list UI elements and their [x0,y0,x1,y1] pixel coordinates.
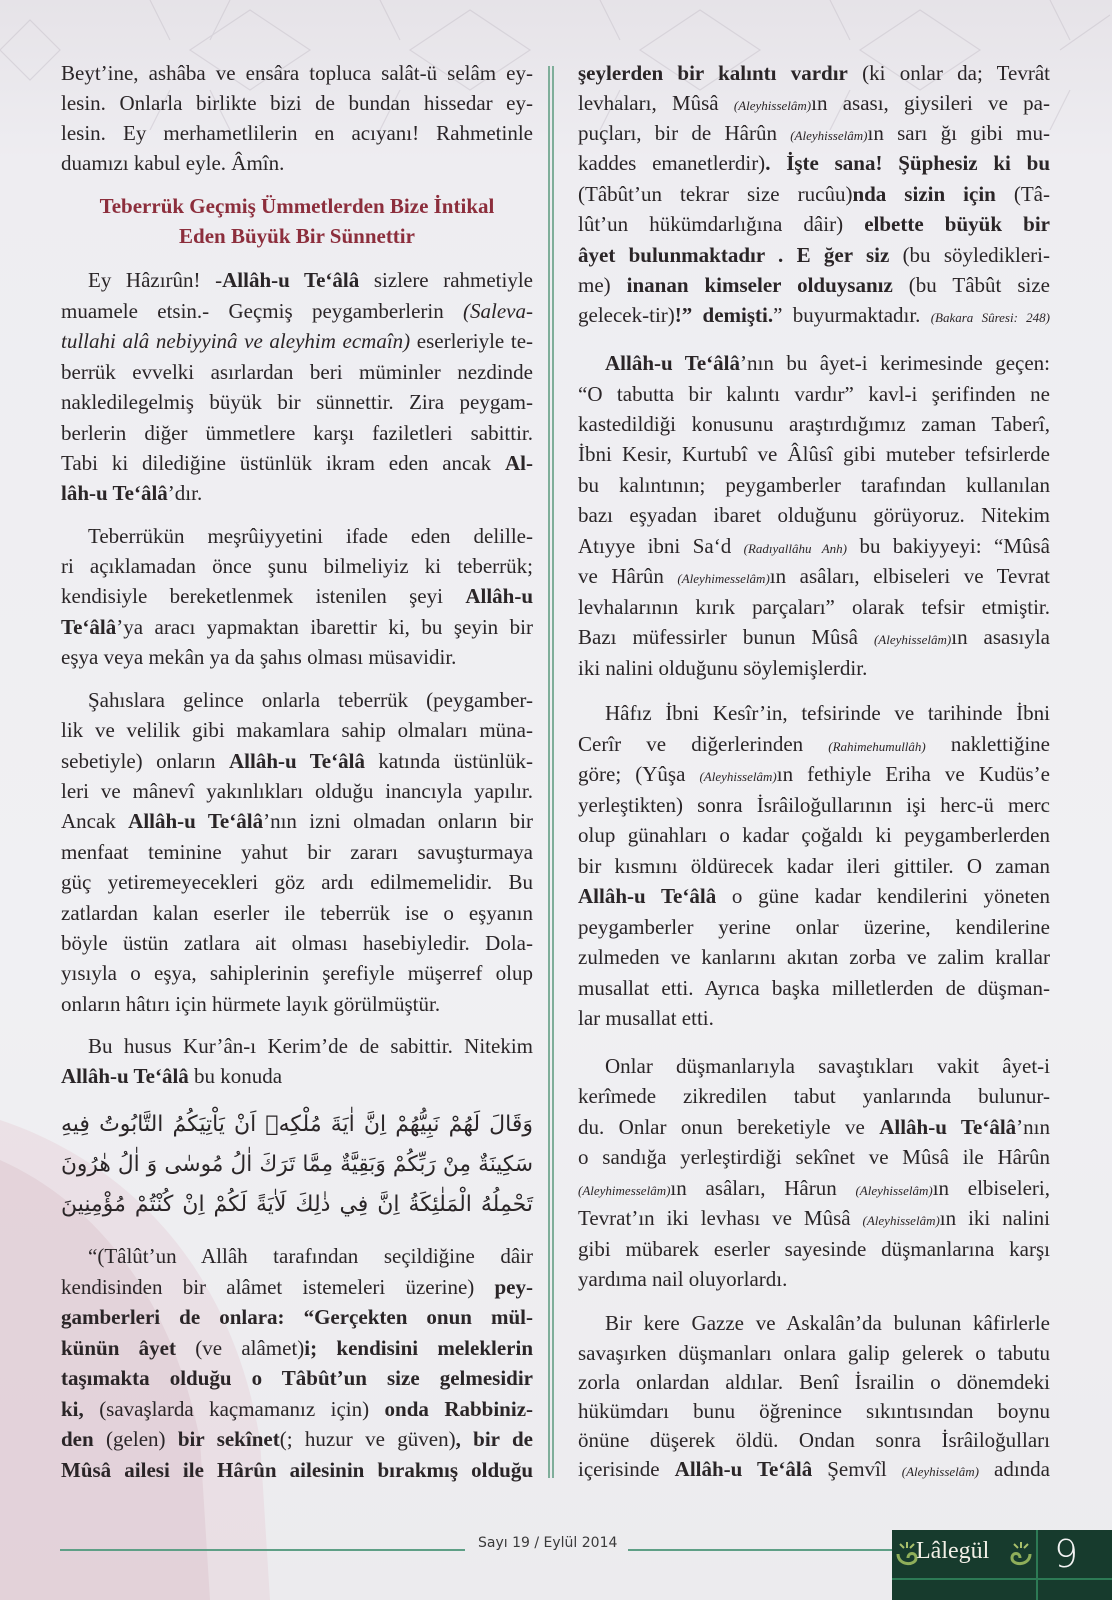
text-line: ri açıklamadan önce şunu bilmeliyiz ki teberrük; [61,554,533,578]
text-line: lût’un hükümdarlığına dâir) elbette büyük bir [578,212,1050,236]
text-line: kerîmede zikredilen tabut yanlarında bulunur- [578,1084,1050,1108]
text-line: kendisinden bir alâmet istemeleri üzerine) pey- [61,1275,533,1299]
text-line: levhaları, Mûsâ (Aleyhisselâm)ın asası, giysileri ve pa- [578,91,1050,115]
text-line: gibi mübarek eserler sayesinde düşmanlarına karşı [578,1237,1050,1261]
text-line: Bazı müfessirler bunun Mûsâ (Aleyhisselâm)ın asasıyla [578,625,1051,649]
text-line: peygamberler yerine onlar üzerine, kendilerine [578,915,1050,939]
text-line: Ey Hâzırûn! -Allâh-u Te‘âlâ sizlere rahmetiyle [88,268,534,292]
verse-reference: (Bakara Sûresi: 248) [930,310,1051,325]
text-line: taşımakta olduğu o Tâbût’un size gelmesidir [61,1366,533,1390]
arabic-verse-line: وَقَالَ لَهُمْ نَبِيُّهُمْ اِنَّ اٰيَةَ مُلْكِهٖ اَنْ يَاْتِيَكُمُ التَّابُوتُ فِيهِ [61,1112,533,1137]
text-line: önüne düşerek öldü. Ondan sonra İsrâiloğulları [578,1428,1050,1452]
text-line: musallat etti. Ayrıca başka milletlerden de düşman- [578,976,1050,1000]
text-line: olup günahları o kadar çoğaldı ki peygamberlerden [578,823,1050,847]
text-line: ki, (savaşlarda kaçmamanız için) onda Rabbiniz- [61,1397,534,1421]
text-line: künün âyet (ve alâmet)i; kendisini meleklerin [61,1336,534,1360]
text-line: berrük evvelki asırlardan beri müminler nezdinde [61,360,533,384]
text-line: Teberrükün meşrûiyyetini ifade eden delille- [88,524,533,548]
text-line: kastedildiği konusunu araştırdığımız zaman Taberî, [578,412,1050,436]
logo-divider [892,1578,1112,1580]
text-line: Onlar düşmanlarıyla savaştıkları vakit âyet-i [605,1054,1050,1078]
section-heading: Teberrük Geçmiş Ümmetlerden Bize İntikal [99,194,495,218]
text-line: Allâh-u Te‘âlâ o güne kadar kendilerini yöneten [578,884,1050,908]
text-line: Bir kere Gazze ve Askalân’da bulunan kâfirlerle [605,1311,1050,1335]
text-line: gamberleri de onlara: “Gerçekten onun mül- [61,1305,533,1329]
text-line: iki nalini olduğunu söylemişlerdir. [578,656,868,680]
text-line: şeylerden bir kalıntı vardır (ki onlar da; Tevrât [578,61,1050,85]
arabic-verse-line: سَكِينَةٌ مِنْ رَبِّكُمْ وَبَقِيَّةٌ مِمَّا تَرَكَ اٰلُ مُوسٰى وَ اٰلُ هٰرُونَ [61,1152,533,1177]
text-line: tullahi alâ nebiyyinâ ve aleyhim ecmaîn) eserleriyle te- [61,329,534,353]
text-line: böyle üstün zatlara ait olması hasebiyledir. Dola- [61,931,533,955]
text-line: yerleştikten) sonra İsrâiloğullarının işi herc-ü merc [578,793,1050,817]
text-line: bu kalıntının; peygamberler tarafından kullanılan [578,473,1050,497]
ornament-icon [896,1540,918,1570]
text-line: nakledilegelmiş büyük bir sünnettir. Zira peygam- [61,390,533,414]
text-line: İbni Kesir, Kurtubî ve Âlûsî gibi muteber tefsirlerde [578,442,1050,466]
text-line: Mûsâ ailesi ile Hârûn ailesinin bırakmış olduğu [61,1458,533,1482]
text-line: gelecek-tir)!” demişti.” buyurmaktadır. (Bakara Sûresi: 248) [578,303,1051,327]
text-line: ve Hârûn (Aleyhimesselâm)ın asâları, elbiseleri ve Tevrat [578,564,1050,588]
text-line: kaddes emanetlerdir). İşte sana! Şüphesiz ki bu [578,151,1050,175]
text-line: kendisiyle bereketlenmek istenilen şeyi Allâh-u [61,584,533,608]
ornament-icon [1010,1540,1032,1570]
text-line: zulmeden ve kanlarını akıtan zorba ve zalim krallar [578,945,1050,969]
page-number: 9 [1054,1532,1079,1576]
text-line: o sandığa yerleştirdiği sekînet ve Mûsâ ile Hârûn [578,1145,1050,1169]
text-line: zorla onlardan aldılar. Benî İsrailin o dönemdeki [578,1370,1050,1394]
issue-label: Sayı 19 / Eylül 2014 [478,1535,618,1551]
magazine-logo-box [892,1530,1112,1600]
text-line: sebetiyle) onların Allâh-u Te‘âlâ katında üstünlük- [61,749,533,773]
text-line: “(Tâlût’un Allâh tarafından seçildiğine dâir [88,1244,533,1268]
text-line: me) inanan kimseler olduysanız (bu Tâbût size [578,273,1051,297]
text-line: yardıma nail oluyorlardı. [578,1267,788,1291]
text-line: du. Onlar onun bereketiyle ve Allâh-u Te‘âlâ’nın [578,1115,1050,1139]
text-line: puçları, bir de Hârûn (Aleyhisselâm)ın sarı ğı gibi mu- [578,121,1050,145]
text-line: duamızı kabul eyle. Âmîn. [61,151,285,175]
text-line: Allâh-u Te‘âlâ’nın bu âyet-i kerimesinde geçen: [605,351,1050,375]
arabic-verse-line: تَحْمِلُهُ الْمَلٰئِكَةُ اِنَّ فِي ذٰلِكَ لَاٰيَةً لَكُمْ اِنْ كُنْتُمْ مُؤْمِنِينَ [61,1192,533,1217]
text-line: Allâh-u Te‘âlâ bu konuda [61,1064,283,1088]
text-line: “O tabutta bir kalıntı vardır” kavl-i şerifinden ne [578,382,1050,406]
text-line: (Tâbût’un tekrar size rucûu)nda sizin için (Tâ- [578,182,1050,206]
text-line: âyet bulunmaktadır . E ğer siz (bu söyledikleri- [578,243,1050,267]
footer-rule-left [60,1549,465,1551]
text-line: lar musallat etti. [578,1006,714,1030]
text-line: Şahıslara gelince onlarla teberrük (peygamber- [88,688,533,712]
text-line: Ancak Allâh-u Te‘âlâ’nın izni olmadan onların bir [61,809,533,833]
magazine-logo: Lâlegül [916,1538,990,1564]
text-line: yısıyla o eşya, sahiplerinin şerefiyle müşerref olup [61,961,533,985]
text-line: Beyt’ine, ashâba ve ensâra topluca salât-ü selâm ey- [61,61,533,85]
text-line: göre; (Yûşa (Aleyhisselâm)ın fethiyle Eriha ve Kudüs’e [578,762,1050,786]
text-line: menfaat teminine yahut bir zararı savuşturmaya [61,840,533,864]
text-line: lesin. Onlarla birlikte bizi de bundan hissedar ey- [61,91,533,115]
text-line: levhalarının kırık parçaları” olarak tefsir etmiştir. [578,595,1050,619]
text-line: muamele etsin.- Geçmiş peygamberlerin (Saleva- [61,299,533,323]
text-line: güç yetiremeyecekleri göz ardı edilmemelidir. Bu [61,870,533,894]
text-line: (Aleyhimesselâm)ın asâları, Hârun (Aleyhisselâm)ın elbiseleri, [578,1176,1050,1200]
text-line: eşya veya mekân ya da şahıs olması müsavidir. [61,645,457,669]
text-line: den (gelen) bir sekînet(; huzur ve güven), bir de [61,1427,533,1451]
text-line: Hâfız İbni Kesîr’in, tefsirinde ve tarihinde İbni [605,701,1050,725]
text-line: Te‘âlâ’ya aracı yapmaktan ibarettir ki, bu şeyin bir [61,615,533,639]
text-line: bir kısmını öldürecek kadar ileri gittiler. O zaman [578,854,1050,878]
text-line: lesin. Ey merhametlilerin en acıyanı! Rahmetinle [61,121,533,145]
text-line: Cerîr ve diğerlerinden (Rahimehumullâh) naklettiğine [578,732,1050,756]
text-line: onların hâtırı için hürmete layık görülmüştür. [61,992,441,1016]
text-line: Atıyye ibni Sa‘d (Radıyallâhu Anh) bu bakiyyeyi: “Mûsâ [578,534,1050,558]
text-line: içerisinde Allâh-u Te‘âlâ Şemvîl (Aleyhisselâm) adında [578,1457,1050,1481]
text-line: Tevrat’ın iki levhası ve Mûsâ (Aleyhisselâm)ın iki nalini [578,1206,1051,1230]
column-divider [548,66,554,1478]
text-line: Bu husus Kur’ân-ı Kerim’de de sabittir. Nitekim [88,1034,533,1058]
footer-rule-right [628,1549,892,1551]
text-line: hükümdarı bunu öğrenince sıkıntısından boynu [578,1399,1050,1423]
text-line: leri ve mânevî yakınlıkları olduğu inancıyla yapılır. [61,779,533,803]
text-line: savaşırken düşmanları onlara galip gelerek o tabutu [578,1341,1050,1365]
section-heading: Eden Büyük Bir Sünnettir [179,224,415,248]
logo-divider [1036,1530,1038,1600]
text-line: lik ve velilik gibi makamlara sahip olmaları müna- [61,718,533,742]
text-line: lâh-u Te‘âlâ’dır. [61,481,203,505]
text-line: berlerin diğer ümmetlere karşı faziletleri sabittir. [61,421,533,445]
text-line: Tabi ki dilediğine üstünlük ikram eden ancak Al- [61,451,533,475]
text-line: zatlardan kalan eserler ile teberrük ise o eşyanın [61,901,533,925]
text-line: bazı eşyadan ibaret olduğunu görüyoruz. Nitekim [578,503,1050,527]
